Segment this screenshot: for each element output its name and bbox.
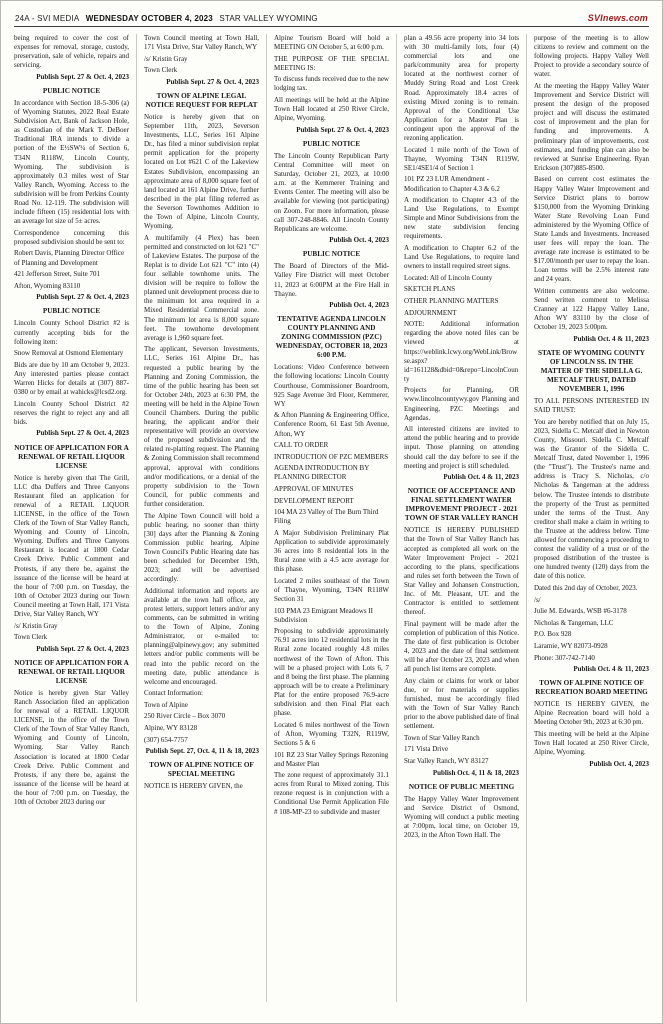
notice-heading: STATE OF WYOMING COUNTY OF LINCOLN SS. IN THE MATTER OF THE SIDELLA G. METCALF TRUST, DATED NOVEMBER 1, 1996 (538, 349, 645, 394)
notice-line: Town Clerk (144, 66, 178, 75)
notice-paragraph: Projects for Planning, OR www.lincolncountywy.gov Planning and Engineering, PZC Meetings and Agendas. (404, 386, 519, 422)
notice-paragraph: A multifamily (4 Plex) has been permitted and constructed on lot 621 "C" of Lakeview Estates. The purpose of the Replat is to divide Lot 621 "C" into (4) four sellable townhome units. The division will be require to follow the planned unit development process due to the minimum lot area required in a Mixed Residential Commercial zone. The minimum lot area is 8,000 square feet. The townhome development average is 1,960 square feet. (144, 233, 259, 342)
notice-paragraph: In accordance with Section 18-5-306 (a) of Wyoming Statutes, 2022 Real Estate Subdivision Act, Bank of Jackson Hole, as Custodian of the Mark T. DeBoer Traditional IRA intends to divide a portion of the E½SW¼ of Section 6, T34N R118W, Lincoln County, Wyoming. The subdivision is approximately 0.3 miles west of Star Valley Ranch, Wyoming. Access to the subdivision will be from Perkins County Road No. 12-119. The subdivision will include fifteen (15) residential lots with an average lot size of 5± acres. (14, 98, 129, 226)
masthead (14, 11, 649, 26)
masthead-region: STAR VALLEY WYOMING (219, 14, 318, 23)
notice-paragraph: You are hereby notified that on July 15, 2023, Sidella C. Metcalf died in Newton County, Missouri. Sidella C. Metcalf was the Grantor of the Sidella C. Metcalf Trust, dated November 1, 1996 (the "Trust"). The Trustee's name and address is Tracy S. Nicholas, c/o Nicholas & Tangeman at the address below. The Trustee intends to distribute the property of the Trust as permitted under the terms of the Trust. Any creditor shall make a claim in writing to the Trustee at the address below. Time allowed for commencing a proceeding to contest the validity of a trust or of the proposed distribution of the trustee is one hundred twenty (120) days from the date of this notice. (534, 417, 649, 581)
notice-paragraph: plan a 49.56 acre property into 34 lots with 30 multi-family lots, four (4) commercial lots and one park/community area for property located at the northwest corner of Muddy String Road and Lost Creek Road. Approximately 18.4 acres of existing Mixed zoning is to remain. Approval of the Conditional Use Application for a Master Plan is contingent upon the approval of the rezoning application. (404, 34, 519, 143)
publish-line: Publish Oct. 4 & 11, 2023 (443, 473, 519, 482)
publish-line: Publish Sept. 27, Oct. 4, 11 & 18, 2023 (145, 747, 259, 756)
notice-paragraph: Alpine Tourism Board will hold a MEETING ON October 5, at 6:00 p.m. (274, 34, 389, 52)
notice-line: ADJOURNMENT (404, 308, 457, 317)
notice-paragraph: The applicant, Severson Investments, LLC, Series 161 Alpine Dr., has requested a public hearing by the Planning and Zoning Commission, the time of the public hearing has been set for October 24th, 2023 at 6:30 PM, the meeting will be held in the Alpine Town Council Chambers. During the public hearing, the applicant and/or their representative will provide an overview of the proposed subdivision and the related re-platting request. The Planning & Zoning Commission shall recommend approval, approval with conditions and/or modifications, or a denial of the property subdivision to the Town Council, for public comments and further consideration. (144, 345, 259, 508)
notice-paragraph: Written comments are also welcome. Send written comment to Melissa Cranney at 122 Happy Valley Lane, Afton WY 83110 by the close of October 19, 2023 5:00pm. (534, 287, 649, 332)
notice-line: Phone: 307-742-7140 (534, 653, 595, 662)
notice-line: APPROVAL OF MINUTES (274, 484, 354, 493)
legal-notice-columns (14, 34, 649, 1002)
notice-paragraph: THE PURPOSE OF THE SPECIAL MEETING IS: (274, 54, 389, 72)
notice-paragraph: A modification to Chapter 6.2 of the Land Use Regulations, to require land owners to install required street signs. (404, 244, 519, 271)
notice-column-4 (396, 34, 526, 1002)
publish-line: Publish Sept. 27 & Oct. 4, 2023 (166, 77, 259, 86)
publish-line: Publish Oct. 4 & 11, 2023 (573, 665, 649, 674)
notice-paragraph: NOTICE IS HEREBY GIVEN, the (144, 782, 243, 791)
notice-heading: TOWN OF ALPINE NOTICE OF RECREATION BOARD MEETING (535, 679, 648, 697)
notice-paragraph: TO ALL PERSONS INTERESTED IN SAID TRUST: (534, 397, 649, 415)
notice-paragraph: Notice is hereby given Star Valley Ranch Association filed an application for renewal of a RETAIL LIQUOR LICENSE, in the office of the Town Clerk of the Town of Star Valley Ranch, Wyoming and County of Lincoln, Wyoming. Star Valley Ranch Association is located at 1800 Cedar Creek Drive. Public Comment and Protests, if any there be, against the issuance of the license will be heard at the hour of 7:00 p.m. on Tuesday, the 10th of October 2023 during our (14, 688, 129, 806)
notice-line: 250 River Circle – Box 3070 (144, 712, 226, 721)
publish-line: Publish Oct. 4, 2023 (329, 301, 389, 310)
notice-paragraph: Final payment will be made after the completion of publication of this Notice. The date of first publication is October 4, 2023 and the date of final settlement will be after October 23, 2023 and when all punch list items are complete. (404, 619, 519, 674)
notice-line: DEVELOPMENT REPORT (274, 496, 354, 505)
notice-line: Robert Davis, Planning Director Office of Planning and Development (14, 249, 125, 267)
masthead-date: WEDNESDAY OCTOBER 4, 2023 (85, 14, 213, 23)
notice-paragraph: At the meeting the Happy Valley Water Improvement and Service District will present the design of the proposed project and will discuss the estimated cost of improvement and the plan for funding and improvements. A preliminary plan of improvements, cost estimates, and funding plan can also be reviewed at Sunrise Engineering. Ryan Erickson (307)885-8500. (534, 81, 649, 172)
notice-paragraph: Notice is hereby given that The Grill, LLC dba Duffers and Three Canyons Restaurant filed an application for renewal of a RETAIL LIQUOR LICENSE, in the office of the Town Clerk of the Town of Star Valley Ranch, Wyoming and County of Lincoln, Wyoming. Duffers and Three Canyons Restaurant is located at 1800 Cedar Creek Drive. Public Comment and Protests, if any there be, against the issuance of the license will be heard at the hour of 7:00 p.m. on Tuesday, the 10th of October 2023 during our Town Council meeting at Town Hall, 171 Vista Drive, Star Valley Ranch, WY (14, 473, 129, 618)
notice-paragraph: Notice is hereby given that on September 11th, 2023, Severson Investments, LLC, Series 161 Alpine Dr., has filed a minor subdivision replat permit application for the property located on Lot #621 C of the Lakeview Estates Subdivision, encompassing an approximate area of 8,000 square feet of land located at 161 Alpine Drive, further described in the plat filing referred as the Severson Townhomes Addition to the Town of Alpine, Lincoln County, Wyoming. (144, 112, 259, 231)
notice-paragraph: All interested citizens are invited to attend the public hearing and to provide input. Those planning on attending should call the day before to see if the meeting and project is still scheduled. (404, 425, 519, 470)
notice-column-2 (136, 34, 266, 1002)
notice-paragraph: NOTE: Additional information regarding the above noted files can be viewed at https://weblink.lcwy.org/WebLink/Browse.aspx?id=161128&dbid=0&repo=LincolnCounty (404, 320, 519, 383)
notice-paragraph: All meetings will be held at the Alpine Town Hall located at 250 River Circle, Alpine, Wyoming. (274, 96, 389, 123)
notice-heading: PUBLIC NOTICE (42, 307, 101, 316)
publish-line: Publish Sept. 27 & Oct. 4, 2023 (36, 644, 129, 653)
notice-paragraph: purpose of the meeting is to allow citizens to review and comment on the following projects. Happy Valley Well Project to provide a secondary source of water. (534, 34, 649, 79)
notice-paragraph: Additional information and reports are available at the town hall office, any protest letters, support letters and/or any comments, can be submitted in writing to the Town of Alpine, Zoning Administrator, or e-mailed to: planning@alpinewy.gov; any submitted letters and/or public comments will be read into the public record on the meeting date, public attendance is welcome and encouraged. (144, 586, 259, 686)
notice-line: Star Valley Ranch, WY 83127 (404, 757, 489, 766)
notice-line: Town of Star Valley Ranch (404, 733, 480, 742)
notice-paragraph: Dated this 2nd day of October, 2023. (534, 583, 638, 592)
notice-heading: TOWN OF ALPINE NOTICE OF SPECIAL MEETING (149, 761, 254, 779)
notice-paragraph: This meeting will be held at the Alpine Town Hall located at 250 River Circle, Alpine, Wyoming. (534, 730, 649, 757)
notice-line: P.O. Box 928 (534, 630, 572, 639)
notice-line: 103 PMA 23 Emigrant Meadows II Subdivision (274, 606, 373, 624)
notice-paragraph: Lincoln County School District #2 is currently accepting bids for the following item: (14, 319, 129, 346)
notice-line: Snow Removal at Osmond Elementary (14, 349, 124, 358)
notice-paragraph: Proposing to subdivide approximately 76.91 acres into 12 residential lots in the Rural zone located roughly 4.8 miles northwest of the Town of Afton. This will be a phased project with Lots 6, 7 and 8 being the first phase. The planning approach will be to create a Preliminary Plat for the entire proposed 76.9-acre subdivision and then Final Plat each phase. (274, 627, 389, 718)
notice-column-5 (526, 34, 649, 1002)
masthead-rule (14, 26, 649, 27)
notice-paragraph: Located 1 mile north of the Town of Thayne, Wyoming T34N R119W, SE1/4SE1/4 of Section 1 (404, 145, 519, 172)
notice-paragraph: A Major Subdivision Preliminary Plat Application to subdivide approximately 36 acres into 8 residential lots in the Rural zone with a 4.5 acre average for this phase. (274, 528, 389, 574)
notice-paragraph: Bids are due by 10 am October 9, 2023. Any interested parties please contact Warren Hicks for details at (307) 887-0380 or by email at wahicks@lcsd2.org. (14, 360, 129, 397)
notice-heading: TOWN OF ALPINE LEGAL NOTICE REQUEST FOR REPLAT (145, 91, 258, 109)
publish-line: Publish Oct. 4 & 11, 2023 (573, 335, 649, 343)
notice-line: /s/ (534, 595, 541, 604)
publish-line: Publish Sept. 27 & Oct. 4, 2023 (36, 293, 129, 302)
notice-paragraph: The Lincoln County Republican Party Central Committee will meet on Saturday, October 21, 2023, at 10:00 a.m. at the Kemmerer Training and Events Center. The meeting will also be available for viewing (not participating) on Zoom. For more information, please call 307-248-8846. All Lincoln County Republicans are welcome. (274, 151, 389, 233)
notice-heading: PUBLIC NOTICE (302, 139, 361, 148)
publish-line: Publish Oct. 4, 2023 (329, 236, 389, 245)
publish-line: Publish Sept. 27 & Oct. 4, 2023 (36, 72, 129, 81)
notice-paragraph: Based on current cost estimates the Happy Valley Water Improvement and Service District plans to borrow $150,000 from the Wyoming Drinking Water State Revolving Loan Fund administered by the Wyoming Office of State Lands and Investments. Increased user fees will repay the loan. The average rate increase is estimated to be $17.00/month per user to repay the loan. Loan terms will be 2.5% interest rate and 24 years. (534, 175, 649, 284)
notice-paragraph: A modification to Chapter 4.3 of the Land Use Regulations, to Exempt Simple and Minor Subdivisions from the new state subdivision fencing requirements. (404, 196, 519, 241)
masthead-left (15, 14, 322, 23)
notice-paragraph: being required to cover the cost of expenses for removal, storage, custody, preservation, sale of vehicle, repairs and servicing. (14, 34, 129, 70)
notice-line: Laramie, WY 82073-0928 (534, 641, 608, 650)
notice-heading: NOTICE OF ACCEPTANCE AND FINAL SETTLEMENT WATER IMPROVEMENT PROJECT - 2021 TOWN OF STAR VALLEY RANCH (404, 487, 519, 523)
notice-heading: PUBLIC NOTICE (42, 86, 101, 95)
notice-paragraph: Correspondence concerning this proposed subdivision should be sent to: (14, 228, 129, 246)
notice-paragraph: The Alpine Town Council will hold a public hearing, no sooner than thirty [30] days after the Planning & Zoning Commission public hearing. Alpine Town Council's Public Hearing date has been scheduled for December 19th, 2023; and will be advertised accordingly. (144, 511, 259, 584)
notice-line: Town Clerk (14, 633, 48, 642)
notice-paragraph: Locations: Video Conference between the following locations: Lincoln County Courthouse, Commissioner Boardroom, 925 Sage Avenue 3rd Floor, Kemmerer, WY (274, 363, 389, 408)
notice-column-3 (266, 34, 396, 1002)
notice-line: 101 RZ 23 Star Valley Springs Rezoning and Master Plan (274, 750, 389, 768)
notice-line: /s/ Kristin Gray (144, 54, 188, 63)
notice-paragraph: To discuss funds received due to the new lodging tax. (274, 75, 389, 93)
notice-line: AGENDA INTRODUCTION BY PLANNING DIRECTOR (274, 464, 370, 482)
notice-paragraph: & Afton Planning & Engineering Office, Conference Room, 61 East 5th Avenue, Afton, WY (274, 411, 389, 438)
notice-line: CALL TO ORDER (274, 441, 329, 450)
notice-line: Nicholas & Tangeman, LLC (534, 618, 614, 627)
notice-line: INTRODUCTION OF PZC MEMBERS (274, 452, 389, 461)
notice-paragraph: NOTICE IS HEREBY PUBLISHED that the Town of Star Valley Ranch has accepted as completed all work on the Water Improvement Project - 2021 according to the plans, specifications and rules set forth between the Town of Star Valley and Johansen Construction, Inc. of Mt. Pleasant, UT. and the Contractor is entitled to settlement thereof. (404, 526, 519, 617)
notice-paragraph: The Happy Valley Water Improvement and Service District of Osmond, Wyoming will conduct a public meeting at 7:00pm, local time, on October 19, 2023, in the Afton Town Hall. The (404, 794, 519, 840)
notice-line: Contact Information: (144, 689, 203, 698)
notice-line: Located: All of Lincoln County (404, 273, 493, 282)
notice-heading: NOTICE OF PUBLIC MEETING (408, 782, 515, 791)
notice-heading: NOTICE OF APPLICATION FOR A RENEWAL OF RETAIL LIQUOR LICENSE (14, 658, 129, 685)
notice-paragraph: The zone request of approximately 31.1 acres from Rural to Mixed zoning. This rezone request is in conjunction with a Conditional Use Permit Application File # 108-MP-23 to subdivide and master (274, 771, 389, 816)
publish-line: Publish Sept. 27 & Oct. 4, 2023 (36, 429, 129, 438)
website-link[interactable]: SVInews.com (587, 13, 648, 23)
notice-paragraph: NOTICE IS HEREBY GIVEN, the Alpine Recreation board will hold a Meeting October 9th, 2023 at 6:30 pm. (534, 700, 649, 727)
notice-paragraph: Town Council meeting at Town Hall, 171 Vista Drive, Star Valley Ranch, WY (144, 34, 259, 52)
notice-line: SKETCH PLANS (404, 285, 456, 294)
notice-paragraph: Located 6 miles northwest of the Town of Afton, Wyoming T32N, R119W, Sections 5 & 6 (274, 720, 389, 747)
notice-paragraph: Any claim or claims for work or labor due, or for materials or supplies furnished, must be accordingly filed with the Town of Star Valley Ranch prior to the above published date of final settlement. (404, 676, 519, 731)
notice-column-1 (14, 34, 136, 1002)
notice-paragraph: The Board of Directors of the Mid-Valley Fire District will meet October 11, 2023 at 6:00PM at the Fire Hall in Thayne. (274, 262, 389, 298)
notice-line: 421 Jefferson Street, Suite 701 (14, 270, 100, 279)
notice-heading: NOTICE OF APPLICATION FOR A RENEWAL OF RETAIL LIQUOR LICENSE (14, 443, 129, 470)
notice-line: Julie M. Edwards, WSB #6-3178 (534, 607, 627, 616)
notice-line: 104 MA 23 Valley of The Burn Third Filing (274, 508, 379, 526)
publish-line: Publish Sept. 27 & Oct. 4, 2023 (296, 125, 389, 134)
notice-line: 171 Vista Drive (404, 745, 449, 754)
publish-line: Publish Oct. 4, 2023 (589, 759, 649, 768)
notice-line: Town of Alpine (144, 700, 188, 709)
notice-paragraph: Located 2 miles southeast of the Town of Thayne, Wyoming, T34N R118W Section 31 (274, 576, 389, 603)
notice-line: /s/ Kristin Gray (14, 621, 58, 630)
notice-line: OTHER PLANNING MATTERS (404, 297, 499, 306)
notice-heading: PUBLIC NOTICE (302, 250, 361, 259)
notice-line: (307) 654-7757 (144, 735, 188, 744)
publish-line: Publish Oct. 4, 11 & 18, 2023 (432, 768, 519, 777)
notice-line: Alpine, WY 83128 (144, 724, 198, 733)
notice-line: Afton, Wyoming 83110 (14, 281, 81, 290)
notice-line: 101 PZ 23 LUR Amendment - Modification to Chapter 4.3 & 6.2 (404, 175, 500, 193)
page-number-label: 24A - SVI MEDIA (15, 14, 80, 23)
notice-paragraph: Lincoln County School District #2 reserves the right to reject any and all bids. (14, 399, 129, 426)
notice-heading: TENTATIVE AGENDA LINCOLN COUNTY PLANNING AND ZONING COMMISSION (PZC) WEDNESDAY, OCTOBER 18, 2023 6:00 P.M. (275, 315, 388, 360)
